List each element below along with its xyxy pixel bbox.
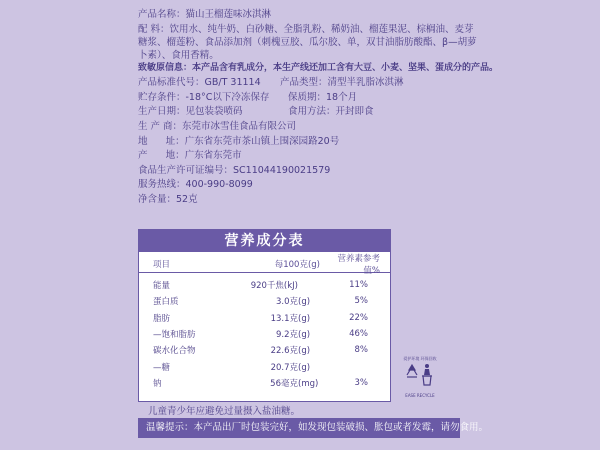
nutrient-amount: 9.2克 (275, 330, 298, 341)
nutrient-value (234, 279, 326, 291)
nutrient-name: 蛋白质 (153, 297, 179, 308)
ingredients-label: 配 料： (138, 23, 170, 35)
nutrient-value (234, 328, 326, 340)
nutrition-row (139, 375, 390, 391)
license-number: 食品生产许可证编号：SC11044190021579 (138, 164, 331, 176)
nutrient-unit: (g) (298, 297, 311, 308)
shelf-life: 保质期：18个月 (288, 91, 358, 103)
usage-method: 食用方法：开封即食 (288, 106, 374, 118)
ingredients (138, 23, 478, 62)
nutrient-unit: (g) (298, 313, 311, 324)
header-nrv: 营养素参考值% (337, 254, 380, 276)
header-item: 项目 (153, 260, 171, 270)
production-date: 生产日期：见包装袋喷码 (138, 106, 243, 118)
storage-conditions: 贮存条件：-18°C以下冷冻保存 (138, 91, 270, 103)
recycle-bottom-label: EASE RECYCLE (405, 393, 435, 398)
nutrient-amount: 22.6克 (270, 346, 298, 357)
nutrient-nrv: 3% (354, 377, 368, 388)
allergen-info: 致敏原信息：本产品含有乳成分，本生产线还加工含有大豆、小麦、坚果、蛋成分的产品。 (138, 62, 499, 73)
product-type: 产品类型：清型半乳脂冰淇淋 (280, 77, 404, 89)
ingredients-text: 饮用水、纯牛奶、白砂糖、全脂乳粉、稀奶油、榴莲果泥、棕榈油、麦芽糖浆、榴莲粉、食品添加剂（刺槐豆胶、瓜尔胶、单，双甘油脂肪酸酯、β—胡萝卜素）、食用香精。 (138, 23, 477, 61)
production-row (138, 105, 478, 120)
nutrient-value (234, 312, 326, 324)
recycle-icon (403, 361, 437, 389)
nutrition-row (139, 342, 390, 358)
product-name: 产品名称：猫山王榴莲味冰淇淋 (138, 9, 272, 20)
nutrient-value (234, 361, 326, 373)
nutrient-unit: (g) (298, 346, 311, 357)
manufacturer: 生 产 商：东莞市冰雪佳食品有限公司 (138, 120, 297, 132)
nutrient-nrv: 46% (349, 329, 368, 340)
product-info (138, 8, 499, 208)
nutrient-name: —糖 (153, 362, 171, 373)
net-content: 净含量：52克 (138, 193, 198, 205)
nutrition-header (139, 254, 390, 276)
nutrient-name: 碳水化合物 (153, 346, 196, 357)
storage-row (138, 91, 478, 106)
nutrition-row (139, 358, 390, 374)
nutrient-value (234, 377, 326, 389)
child-health-note: 儿童青少年应避免过量摄入盐油糖。 (148, 406, 301, 417)
nutrient-name: —饱和脂肪 (153, 330, 196, 341)
nutrient-nrv: 5% (354, 296, 368, 307)
nutrient-name: 钠 (153, 378, 162, 389)
standard-row (138, 76, 478, 91)
nutrition-title: 营养成分表 (139, 230, 390, 252)
origin: 产 地：广东省东莞市 (138, 150, 242, 162)
nutrient-nrv: 22% (349, 312, 368, 323)
nutrient-amount: 13.1克 (270, 313, 298, 324)
nutrition-row (139, 293, 390, 309)
recycle-logo (400, 356, 440, 398)
nutrient-amount: 920千焦(kJ) (250, 281, 298, 292)
nutrient-amount: 20.7克 (270, 362, 298, 373)
nutrition-row (139, 310, 390, 326)
nutrient-unit: (mg) (298, 378, 319, 389)
nutrition-row (139, 277, 390, 293)
product-standard: 产品标准代号：GB/T 31114 (138, 77, 261, 89)
recycle-top-label: 爱护环境 环保回收 (403, 356, 437, 361)
nutrient-nrv: 8% (354, 345, 368, 356)
nutrition-row (139, 326, 390, 342)
warning-banner: 温馨提示：本产品出厂时包装完好，如发现包装破损、胀包或者发霉，请勿食用。 (138, 418, 460, 438)
nutrient-value (234, 344, 326, 356)
nutrient-name: 能量 (153, 281, 171, 292)
service-hotline: 服务热线：400-990-8099 (138, 179, 253, 191)
nutrition-table (138, 229, 391, 402)
nutrient-amount: 56毫克 (270, 378, 298, 389)
nutrient-amount: 3.0克 (275, 297, 298, 308)
nutrient-nrv: 11% (349, 280, 368, 291)
nutrient-name: 脂肪 (153, 313, 171, 324)
nutrient-value (234, 295, 326, 307)
header-per100g: 每100克(g) (274, 260, 320, 270)
nutrient-unit: (g) (298, 330, 311, 341)
address: 地 址：广东省东莞市茶山镇上围深园路20号 (138, 135, 340, 147)
nutrient-unit: (g) (298, 362, 311, 373)
